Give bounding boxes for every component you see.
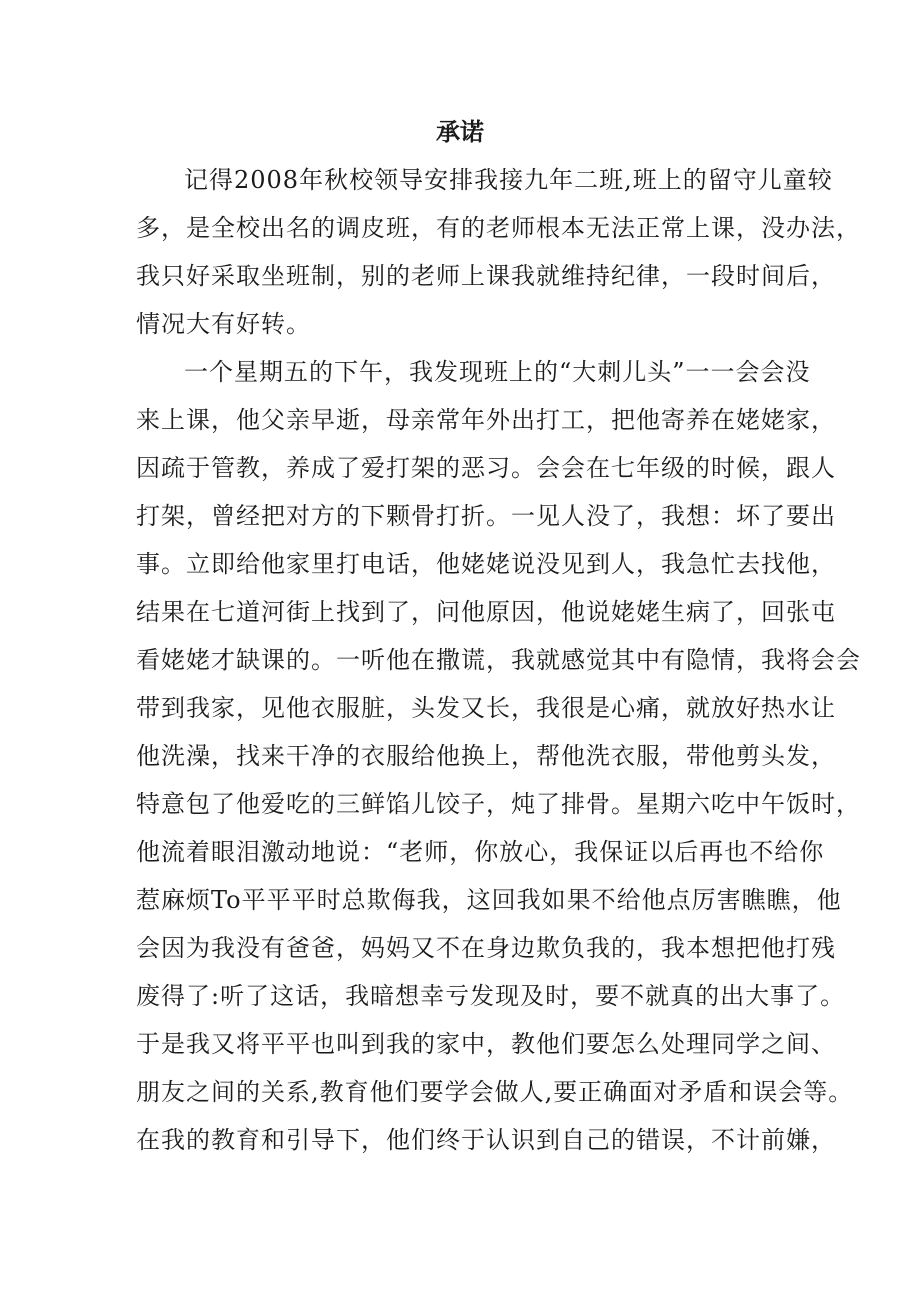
- paragraph-line: 惹麻烦To平平平时总欺侮我，这回我如果不给他点厉害瞧瞧，他: [136, 886, 842, 914]
- paragraph-line: 特意包了他爱吃的三鲜馅儿饺子，炖了排骨。星期六吃中午饭时，: [136, 790, 861, 818]
- paragraph-line: 多，是全校出名的调皮班，有的老师根本无法正常上课，没办法，: [136, 214, 861, 242]
- paragraph-line: 来上课，他父亲早逝，母亲常年外出打工，把他寄养在姥姥家，: [136, 406, 836, 434]
- paragraph-line: 朋友之间的关系,教育他们要学会做人,要正确面对矛盾和误会等。: [136, 1078, 854, 1106]
- paragraph-line: 带到我家，见他衣服脏，头发又长，我很是心痛，就放好热水让: [136, 694, 836, 722]
- paragraph-line: 他流着眼泪激动地说：“老师，你放心，我保证以后再也不给你: [136, 838, 825, 866]
- paragraph-line: 记得2008年秋校领导安排我接九年二班,班上的留守儿童较: [184, 166, 833, 194]
- paragraph-line: 情况大有好转。: [136, 310, 311, 338]
- paragraph-line: 因疏于管教，养成了爱打架的恶习。会会在七年级的时候，跟人: [136, 454, 836, 482]
- paragraph-line: 会因为我没有爸爸，妈妈又不在身边欺负我的，我本想把他打残: [136, 934, 836, 962]
- paragraph-line: 一个星期五的下午，我发现班上的“大刺儿头”一一会会没: [184, 358, 811, 386]
- paragraph-line: 事。立即给他家里打电话，他姥姥说没见到人，我急忙去找他，: [136, 550, 836, 578]
- paragraph-line: 他洗澡，找来干净的衣服给他换上，帮他洗衣服，带他剪头发，: [136, 742, 836, 770]
- document-title: 承诺: [436, 118, 484, 146]
- paragraph-line: 打架，曾经把对方的下颗骨打折。一见人没了，我想：坏了要出: [136, 502, 836, 530]
- paragraph-line: 我只好采取坐班制，别的老师上课我就维持纪律，一段时间后，: [136, 262, 836, 290]
- paragraph-line: 结果在七道河街上找到了，问他原因，他说姥姥生病了，回张屯: [136, 598, 836, 626]
- paragraph-line: 在我的教育和引导下，他们终于认识到自己的错误，不计前嫌，: [136, 1126, 836, 1154]
- paragraph-line: 废得了:听了这话，我暗想幸亏发现及时，要不就真的出大事了。: [136, 982, 846, 1010]
- paragraph-line: 于是我又将平平也叫到我的家中，教他们要怎么处理同学之间、: [136, 1030, 836, 1058]
- paragraph-line: 看姥姥才缺课的。一听他在撒谎，我就感觉其中有隐情，我将会会: [136, 646, 861, 674]
